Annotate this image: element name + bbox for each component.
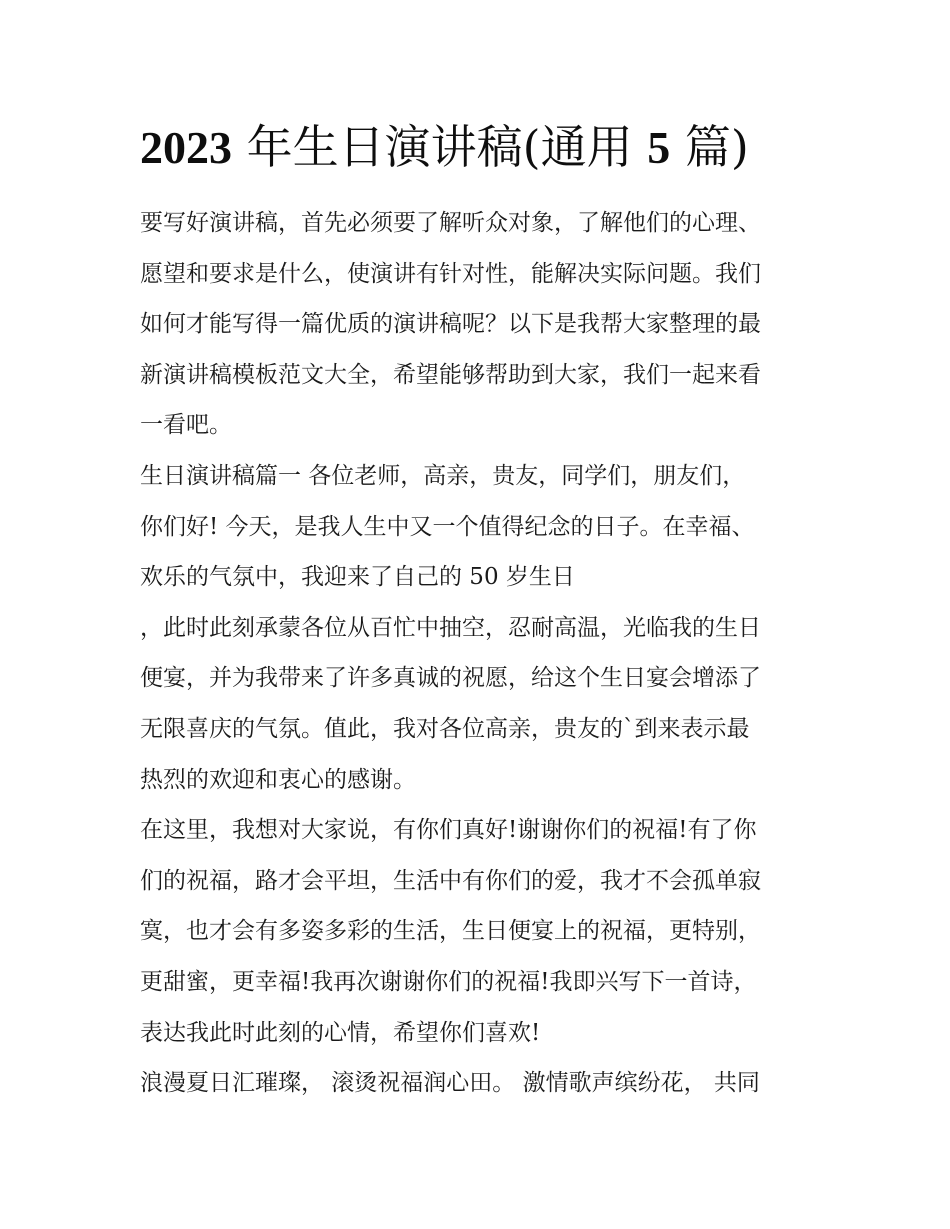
paragraph-line: 更甜蜜，更幸福!我再次谢谢你们的祝福!我即兴写下一首诗， [140, 968, 757, 995]
title-text-part2: 篇) [684, 120, 749, 174]
paragraph-line: 一看吧。 [140, 412, 232, 439]
paragraph-line: 寞，也才会有多姿多彩的生活，生日便宴上的祝福，更特别， [140, 918, 761, 945]
paragraph-line: 要写好演讲稿，首先必须要了解听众对象，了解他们的心理、 [140, 210, 761, 236]
paragraph-line: 无限喜庆的气氛。值此，我对各位高亲，贵友的`到来表示最 [140, 715, 750, 742]
paragraph-line: 们的祝福，路才会平坦，生活中有你们的爱，我才不会孤单寂 [140, 867, 761, 894]
paragraph-line: 你们好! 今天，是我人生中又一个值得纪念的日子。在幸福、 [140, 513, 755, 540]
paragraph-line: ，此时此刻承蒙各位从百忙中抽空，忍耐高温，光临我的生日 [140, 614, 761, 641]
paragraph-line: 浪漫夏日汇璀璨， 滚烫祝福润心田。 激情歌声缤纷花， 共同 [140, 1070, 760, 1097]
paragraph-line: 表达我此时此刻的心情，希望你们喜欢! [140, 1019, 541, 1046]
paragraph-line: 如何才能写得一篇优质的演讲稿呢？以下是我帮大家整理的最 [140, 311, 761, 338]
paragraph-line: 便宴，并为我带来了许多真诚的祝愿，给这个生日宴会增添了 [140, 665, 761, 692]
title-year: 2023 [140, 122, 232, 173]
paragraph-line: 新演讲稿模板范文大全，希望能够帮助到大家，我们一起来看 [140, 361, 761, 388]
page-title [140, 112, 840, 183]
paragraph-line: 生日演讲稿篇一 各位老师，高亲，贵友，同学们，朋友们， [140, 462, 746, 489]
title-text-part1: 年生日演讲稿(通用 [246, 120, 633, 174]
paragraph-line: 愿望和要求是什么，使演讲有针对性，能解决实际问题。我们 [140, 260, 761, 287]
paragraph-line: 欢乐的气氛中，我迎来了自己的 50 岁生日 [140, 564, 575, 591]
paragraph-line: 热烈的欢迎和衷心的感谢。 [140, 766, 416, 793]
document-body [140, 198, 820, 1109]
paragraph-line: 在这里，我想对大家说，有你们真好!谢谢你们的祝福!有了你 [140, 817, 757, 844]
title-number: 5 [647, 122, 671, 173]
